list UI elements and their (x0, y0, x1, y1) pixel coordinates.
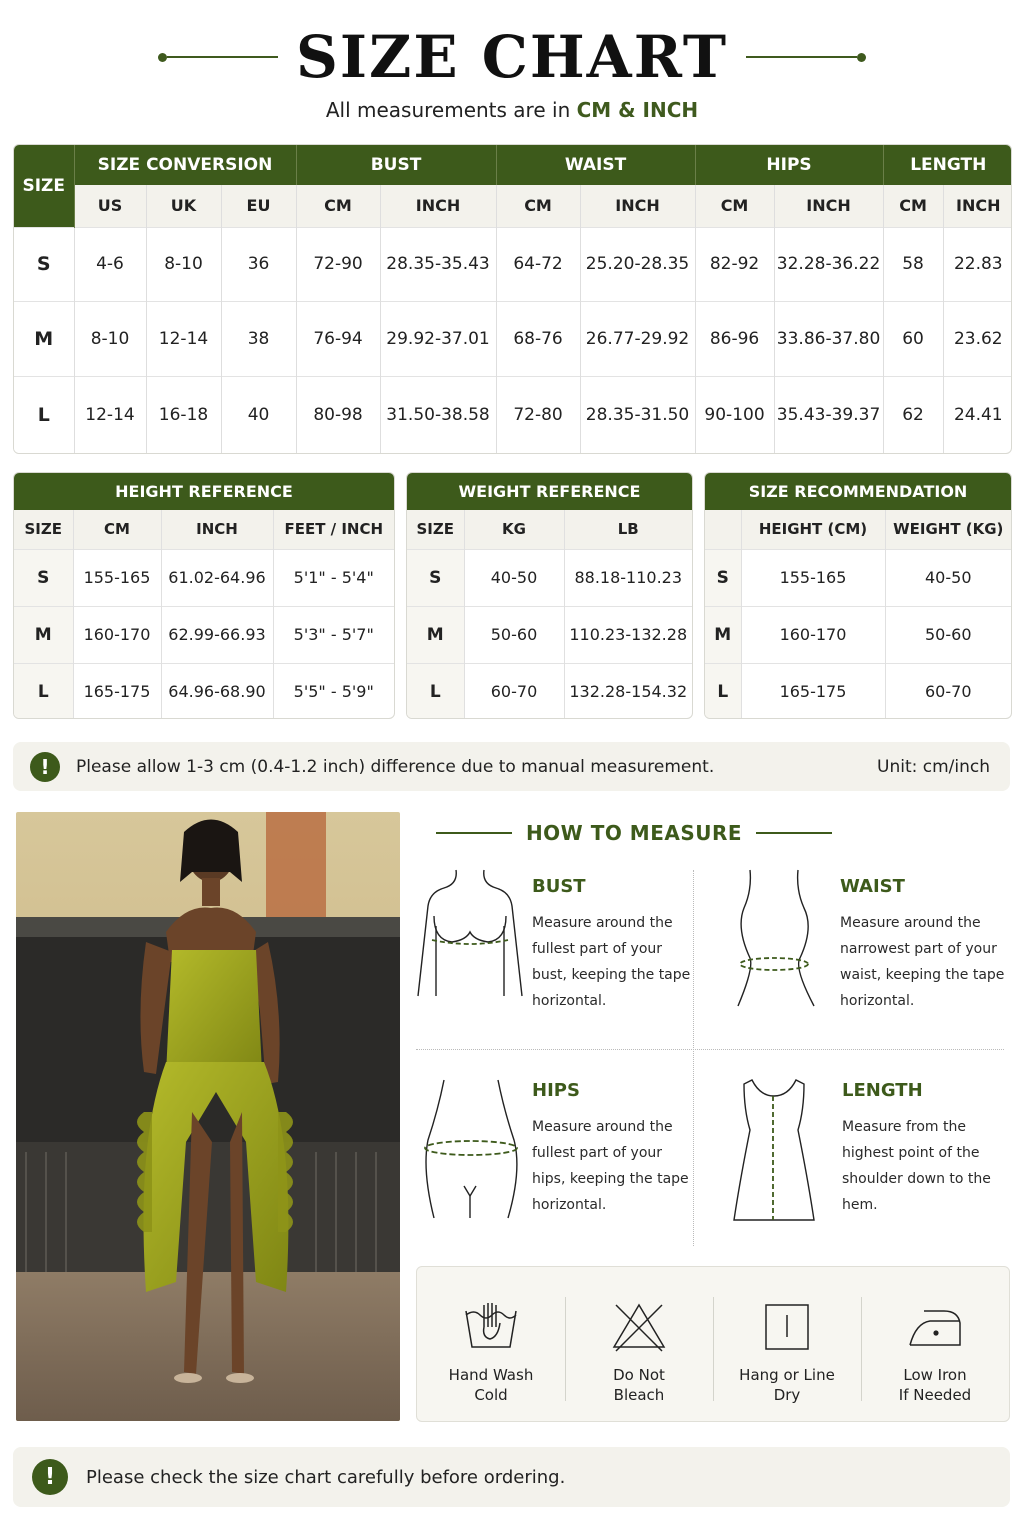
subtitle-prefix: All measurements are in (325, 98, 577, 122)
product-photo (16, 812, 400, 1421)
measure-length (724, 1070, 1014, 1240)
table-cell: 60 (883, 302, 943, 377)
table-row (407, 663, 692, 719)
measure-waist (722, 866, 1012, 1036)
table-cell: 62.99-66.93 (161, 606, 273, 663)
do-not-bleach-icon (608, 1301, 670, 1353)
size-cell: L (14, 377, 74, 453)
size-cell: S (14, 227, 74, 302)
column-header: CM (883, 185, 943, 227)
size-cell: M (14, 302, 74, 377)
column-header: CM (695, 185, 774, 227)
column-header: INCH (774, 185, 883, 227)
size-column-header: SIZE (14, 145, 74, 227)
table-cell: 82-92 (695, 227, 774, 302)
table-cell: 86-96 (695, 302, 774, 377)
table-cell: 64-72 (496, 227, 580, 302)
size-cell: S (705, 549, 741, 606)
column-header: KG (464, 510, 564, 549)
header-rule-right (756, 832, 832, 834)
table-cell: 24.41 (943, 377, 1012, 453)
table-cell: 22.83 (943, 227, 1012, 302)
table-cell: 38 (221, 302, 296, 377)
table-row (14, 377, 1012, 453)
table-cell: 35.43-39.37 (774, 377, 883, 453)
care-low-iron (861, 1267, 1009, 1421)
column-header: CM (496, 185, 580, 227)
how-to-measure-title: HOW TO MEASURE (525, 821, 743, 845)
table-cell: 68-76 (496, 302, 580, 377)
column-header: CM (296, 185, 380, 227)
size-cell: L (407, 663, 464, 719)
table-row (705, 663, 1011, 719)
column-header: US (74, 185, 146, 227)
size-cell: S (407, 549, 464, 606)
table-cell: 88.18-110.23 (564, 549, 692, 606)
column-header: SIZE (407, 510, 464, 549)
size-cell: M (14, 606, 73, 663)
table-cell: 25.20-28.35 (580, 227, 695, 302)
group-header: BUST (296, 145, 496, 185)
measure-bust (414, 866, 704, 1036)
table-cell: 110.23-132.28 (564, 606, 692, 663)
measure-desc: Measure around the fullest part of your hips, keeping the tape horizontal. (532, 1119, 689, 1213)
table-row (14, 549, 394, 606)
care-no-bleach (565, 1267, 713, 1421)
table-cell: 36 (221, 227, 296, 302)
hand-wash-icon (460, 1301, 522, 1353)
table-cell: 58 (883, 227, 943, 302)
group-header: LENGTH (883, 145, 1012, 185)
unit-label: Unit: cm/inch (877, 756, 990, 777)
table-cell: 60-70 (464, 663, 564, 719)
column-header: INCH (943, 185, 1012, 227)
table-cell: 64.96-68.90 (161, 663, 273, 719)
care-label: Hang or Line Dry (739, 1366, 835, 1404)
table-cell: 50-60 (885, 606, 1011, 663)
note-text: Please check the size chart carefully before ordering. (86, 1466, 566, 1488)
table-row (14, 302, 1012, 377)
table-cell: 32.28-36.22 (774, 227, 883, 302)
line-dry-icon (756, 1301, 818, 1353)
size-conversion-table (13, 144, 1012, 454)
measure-label: BUST (532, 876, 586, 897)
table-cell: 40 (221, 377, 296, 453)
table-title: SIZE RECOMMENDATION (705, 473, 1011, 510)
column-header: EU (221, 185, 296, 227)
column-header: INCH (380, 185, 496, 227)
size-cell: S (14, 549, 73, 606)
group-header: WAIST (496, 145, 695, 185)
table-cell: 160-170 (741, 606, 885, 663)
measurement-note (13, 742, 1010, 791)
column-header: CM (73, 510, 161, 549)
table-cell: 60-70 (885, 663, 1011, 719)
table-cell: 5'5" - 5'9" (273, 663, 394, 719)
care-label: Do Not Bleach (613, 1366, 665, 1404)
table-cell: 132.28-154.32 (564, 663, 692, 719)
table-cell: 90-100 (695, 377, 774, 453)
table-cell: 165-175 (741, 663, 885, 719)
table-cell: 26.77-29.92 (580, 302, 695, 377)
care-hand-wash (417, 1267, 565, 1421)
table-cell: 28.35-35.43 (380, 227, 496, 302)
table-cell: 4-6 (74, 227, 146, 302)
column-header: SIZE (14, 510, 73, 549)
care-instructions (416, 1266, 1010, 1422)
table-cell: 160-170 (73, 606, 161, 663)
table-title: HEIGHT REFERENCE (14, 473, 394, 510)
table-title: WEIGHT REFERENCE (407, 473, 692, 510)
table-cell: 23.62 (943, 302, 1012, 377)
column-header: UK (146, 185, 221, 227)
table-cell: 5'1" - 5'4" (273, 549, 394, 606)
table-row (14, 663, 394, 719)
low-iron-icon (904, 1301, 966, 1353)
exclamation-icon: ! (32, 1459, 68, 1495)
table-row (14, 227, 1012, 302)
table-cell: 76-94 (296, 302, 380, 377)
table-cell: 16-18 (146, 377, 221, 453)
table-cell: 72-90 (296, 227, 380, 302)
column-header: HEIGHT (CM) (741, 510, 885, 549)
measure-label: HIPS (532, 1080, 580, 1101)
care-line-dry (713, 1267, 861, 1421)
table-cell: 5'3" - 5'7" (273, 606, 394, 663)
table-cell: 61.02-64.96 (161, 549, 273, 606)
column-header: LB (564, 510, 692, 549)
table-cell: 12-14 (146, 302, 221, 377)
weight-reference-table (406, 472, 693, 719)
column-header: WEIGHT (KG) (885, 510, 1011, 549)
subtitle-units: CM & INCH (576, 98, 699, 122)
model-photo-illustration (16, 812, 400, 1421)
note-text: Please allow 1-3 cm (0.4-1.2 inch) difference due to manual measurement. (76, 756, 715, 777)
column-header (705, 510, 741, 549)
measure-label: WAIST (840, 876, 905, 897)
table-cell: 40-50 (464, 549, 564, 606)
care-label: Hand Wash Cold (448, 1366, 534, 1404)
measure-desc: Measure around the fullest part of your bust, keeping the tape horizontal. (532, 915, 691, 1009)
table-cell: 12-14 (74, 377, 146, 453)
how-to-measure-header (436, 818, 832, 848)
table-cell: 50-60 (464, 606, 564, 663)
title-left-ornament (158, 53, 278, 62)
bust-diagram-icon (414, 866, 526, 1026)
hips-diagram-icon (414, 1070, 526, 1230)
table-cell: 62 (883, 377, 943, 453)
title-right-ornament (746, 53, 866, 62)
column-header: INCH (580, 185, 695, 227)
header-rule-left (436, 832, 512, 834)
table-cell: 8-10 (146, 227, 221, 302)
page-subtitle (0, 98, 1024, 122)
table-cell: 8-10 (74, 302, 146, 377)
size-recommendation-table (704, 472, 1012, 719)
table-cell: 28.35-31.50 (580, 377, 695, 453)
length-diagram-icon (724, 1070, 836, 1230)
table-cell: 165-175 (73, 663, 161, 719)
group-header: HIPS (695, 145, 883, 185)
ordering-note (13, 1447, 1010, 1507)
measure-label: LENGTH (842, 1080, 923, 1101)
table-cell: 40-50 (885, 549, 1011, 606)
table-row (407, 549, 692, 606)
waist-diagram-icon (722, 866, 834, 1026)
measure-desc: Measure around the narrowest part of your waist, keeping the tape horizontal. (840, 915, 1005, 1009)
table-row (705, 549, 1011, 606)
table-cell: 80-98 (296, 377, 380, 453)
exclamation-icon: ! (30, 752, 60, 782)
group-header: SIZE CONVERSION (74, 145, 296, 185)
measure-desc: Measure from the highest point of the shoulder down to the hem. (842, 1119, 991, 1213)
grid-divider-horizontal (416, 1049, 1004, 1050)
column-header: INCH (161, 510, 273, 549)
care-label: Low Iron If Needed (898, 1366, 972, 1404)
table-cell: 33.86-37.80 (774, 302, 883, 377)
column-header: FEET / INCH (273, 510, 394, 549)
table-cell: 31.50-38.58 (380, 377, 496, 453)
measure-hips (414, 1070, 704, 1240)
size-cell: L (705, 663, 741, 719)
table-row (407, 606, 692, 663)
title-row (0, 18, 1024, 96)
size-cell: L (14, 663, 73, 719)
height-reference-table (13, 472, 395, 719)
table-row (14, 606, 394, 663)
table-cell: 29.92-37.01 (380, 302, 496, 377)
table-row (705, 606, 1011, 663)
size-cell: M (705, 606, 741, 663)
page-title: SIZE CHART (295, 23, 729, 91)
table-cell: 155-165 (741, 549, 885, 606)
table-cell: 155-165 (73, 549, 161, 606)
size-cell: M (407, 606, 464, 663)
table-cell: 72-80 (496, 377, 580, 453)
